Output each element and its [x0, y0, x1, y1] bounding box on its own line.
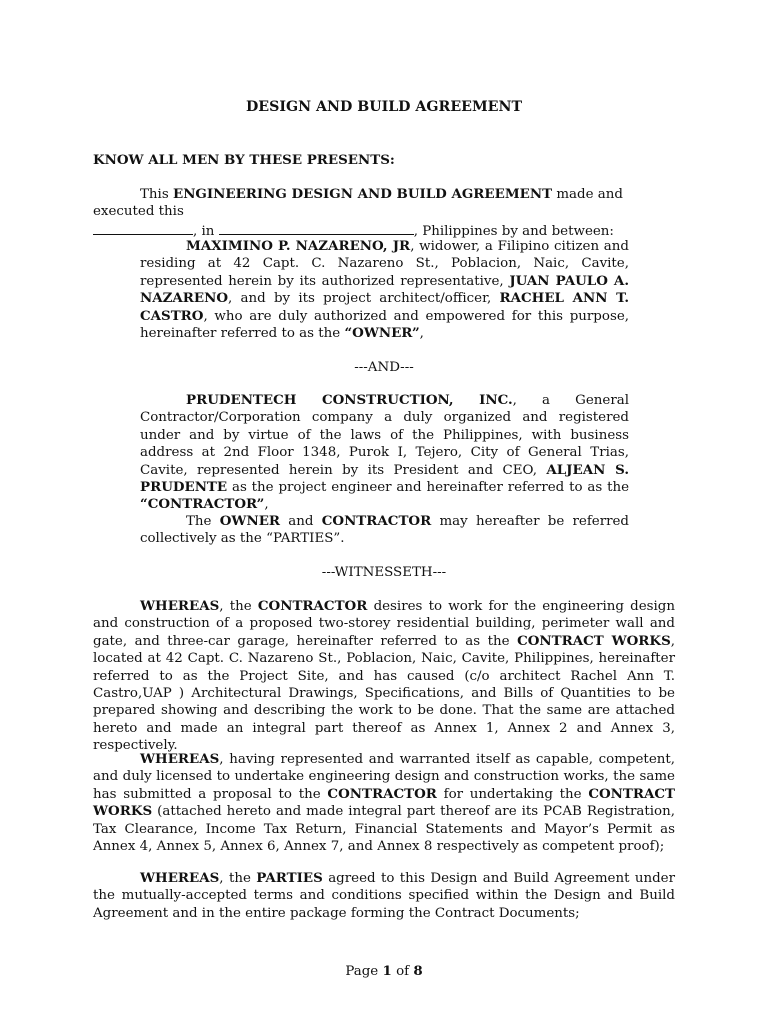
and-separator: ---AND--- [354, 360, 414, 375]
owner-label: “OWNER” [344, 325, 420, 342]
intro-this: This [140, 187, 169, 202]
agreement-name: ENGINEERING DESIGN AND BUILD AGREEMENT [172, 186, 553, 202]
whereas-clause-3 [93, 870, 675, 922]
parties-paragraph [140, 513, 629, 548]
owner-paragraph [140, 238, 629, 342]
date-blank [93, 222, 193, 235]
whereas-1-text-2: , located at 42 Capt. C. Nazareno St., Poblacion, Naic, Cavite, Philippines, hereinafter referred to as the Project Site, and has caused (c/o architect Rachel Ann T. Castro,UAP ) Architectural Drawings, Specifications, and Bills of Quantities to be prepared showing and describing the work to be done. That the same are attached hereto and made an integral part thereof as Annex 1, Annex 2 and Annex 3, respectively. [93, 633, 676, 754]
whereas-1-contractor: CONTRACTOR [257, 598, 368, 614]
whereas-2-text-0: , having represented and warranted itself as capable, competent, and duly licensed to undertake engineering design and construction works, the same has submitted a proposal to the [93, 752, 675, 802]
intro-made: made and executed this [93, 187, 623, 220]
whereas-2-works: CONTRACT WORKS [93, 785, 675, 820]
page-footer [0, 963, 768, 980]
page-label: Page [345, 964, 379, 979]
whereas-3-keyword: WHEREAS [140, 870, 220, 886]
owner-name: MAXIMINO P. NAZARENO, JR [186, 238, 411, 254]
whereas-1-keyword: WHEREAS [140, 598, 220, 614]
owner-text-4: , [419, 326, 424, 342]
whereas-1-text-0: , the [219, 599, 252, 614]
parties-text-2: may hereafter be referred collectively as the “PARTIES”. [140, 514, 630, 547]
parties-text-0: The [186, 514, 212, 529]
whereas-2-text-1: for undertaking the [443, 786, 582, 802]
witnesseth-separator: ---WITNESSETH--- [321, 565, 447, 580]
whereas-1-text-1: desires to work for the engineering design and construction of a proposed two-storey residential building, perimeter wall and gate, and three-car garage, hereinafter referred to as the [93, 599, 675, 649]
whereas-3-text-1: agreed to this Design and Build Agreement under the mutually-accepted terms and conditions specified within the Design and Build Agreement and in the entire package forming the Contract Documents; [93, 871, 675, 921]
contractor-paragraph [140, 392, 629, 514]
know-all-heading: KNOW ALL MEN BY THESE PRESENTS: [93, 152, 395, 168]
place-blank [219, 222, 414, 235]
contractor-text-3: , [264, 497, 269, 513]
parties-contractor: CONTRACTOR [321, 513, 432, 529]
parties-text-1: and [288, 514, 314, 529]
contractor-text-2: as the project engineer and hereinafter referred to as the [231, 480, 630, 496]
whereas-2-keyword: WHEREAS [140, 751, 220, 767]
owner-text-3: , who are duly authorized and empowered for this purpose, hereinafter referred to as the [140, 308, 629, 342]
contractor-label: “CONTRACTOR” [140, 496, 265, 513]
owner-architect: RACHEL ANN T. CASTRO [140, 290, 629, 324]
page-total: 8 [413, 963, 423, 979]
whereas-2-contractor: CONTRACTOR [327, 785, 437, 802]
intro-philippines: , Philippines by and between: [413, 223, 614, 239]
whereas-3-text-0: , the [219, 871, 251, 886]
whereas-1-works: CONTRACT WORKS [517, 632, 671, 649]
page-of: of [396, 964, 410, 979]
whereas-clause-1 [93, 598, 675, 755]
contractor-name: PRUDENTECH CONSTRUCTION, INC. [186, 392, 513, 408]
owner-representative: JUAN PAULO A. NAZARENO [140, 272, 629, 307]
whereas-3-parties: PARTIES [256, 870, 323, 886]
owner-text-2: , and by its project architect/officer, [228, 291, 492, 307]
page-current: 1 [382, 963, 392, 979]
contractor-ceo: ALJEAN S. PRUDENTE [140, 461, 629, 496]
intro-in: , in [193, 223, 215, 239]
owner-text-1: , widower, a Filipino citizen and residing at 42 Capt. C. Nazareno St., Poblacion, Naic, Cavite, represented herein by its authorized representative, [140, 239, 629, 289]
contractor-text-1: , a General Contractor/Corporation company a duly organized and registered under and by virtue of the laws of the Philippines, with business address at 2nd Floor 1348, Purok I, Tejero, City of General Trias, Cavite, represented herein by its President and CEO, [140, 393, 629, 478]
whereas-2-text-2: (attached hereto and made integral part thereof are its PCAB Registration, Tax Clearance, Income Tax Return, Financial Statements and Mayor’s Permit as Annex 4, Annex 5, Annex 6, Annex 7, and Annex 8 respectively as competent proof); [93, 804, 675, 855]
parties-owner: OWNER [219, 513, 281, 529]
whereas-clause-2 [93, 751, 675, 855]
document-title: DESIGN AND BUILD AGREEMENT [245, 99, 523, 115]
intro-paragraph [93, 186, 675, 240]
